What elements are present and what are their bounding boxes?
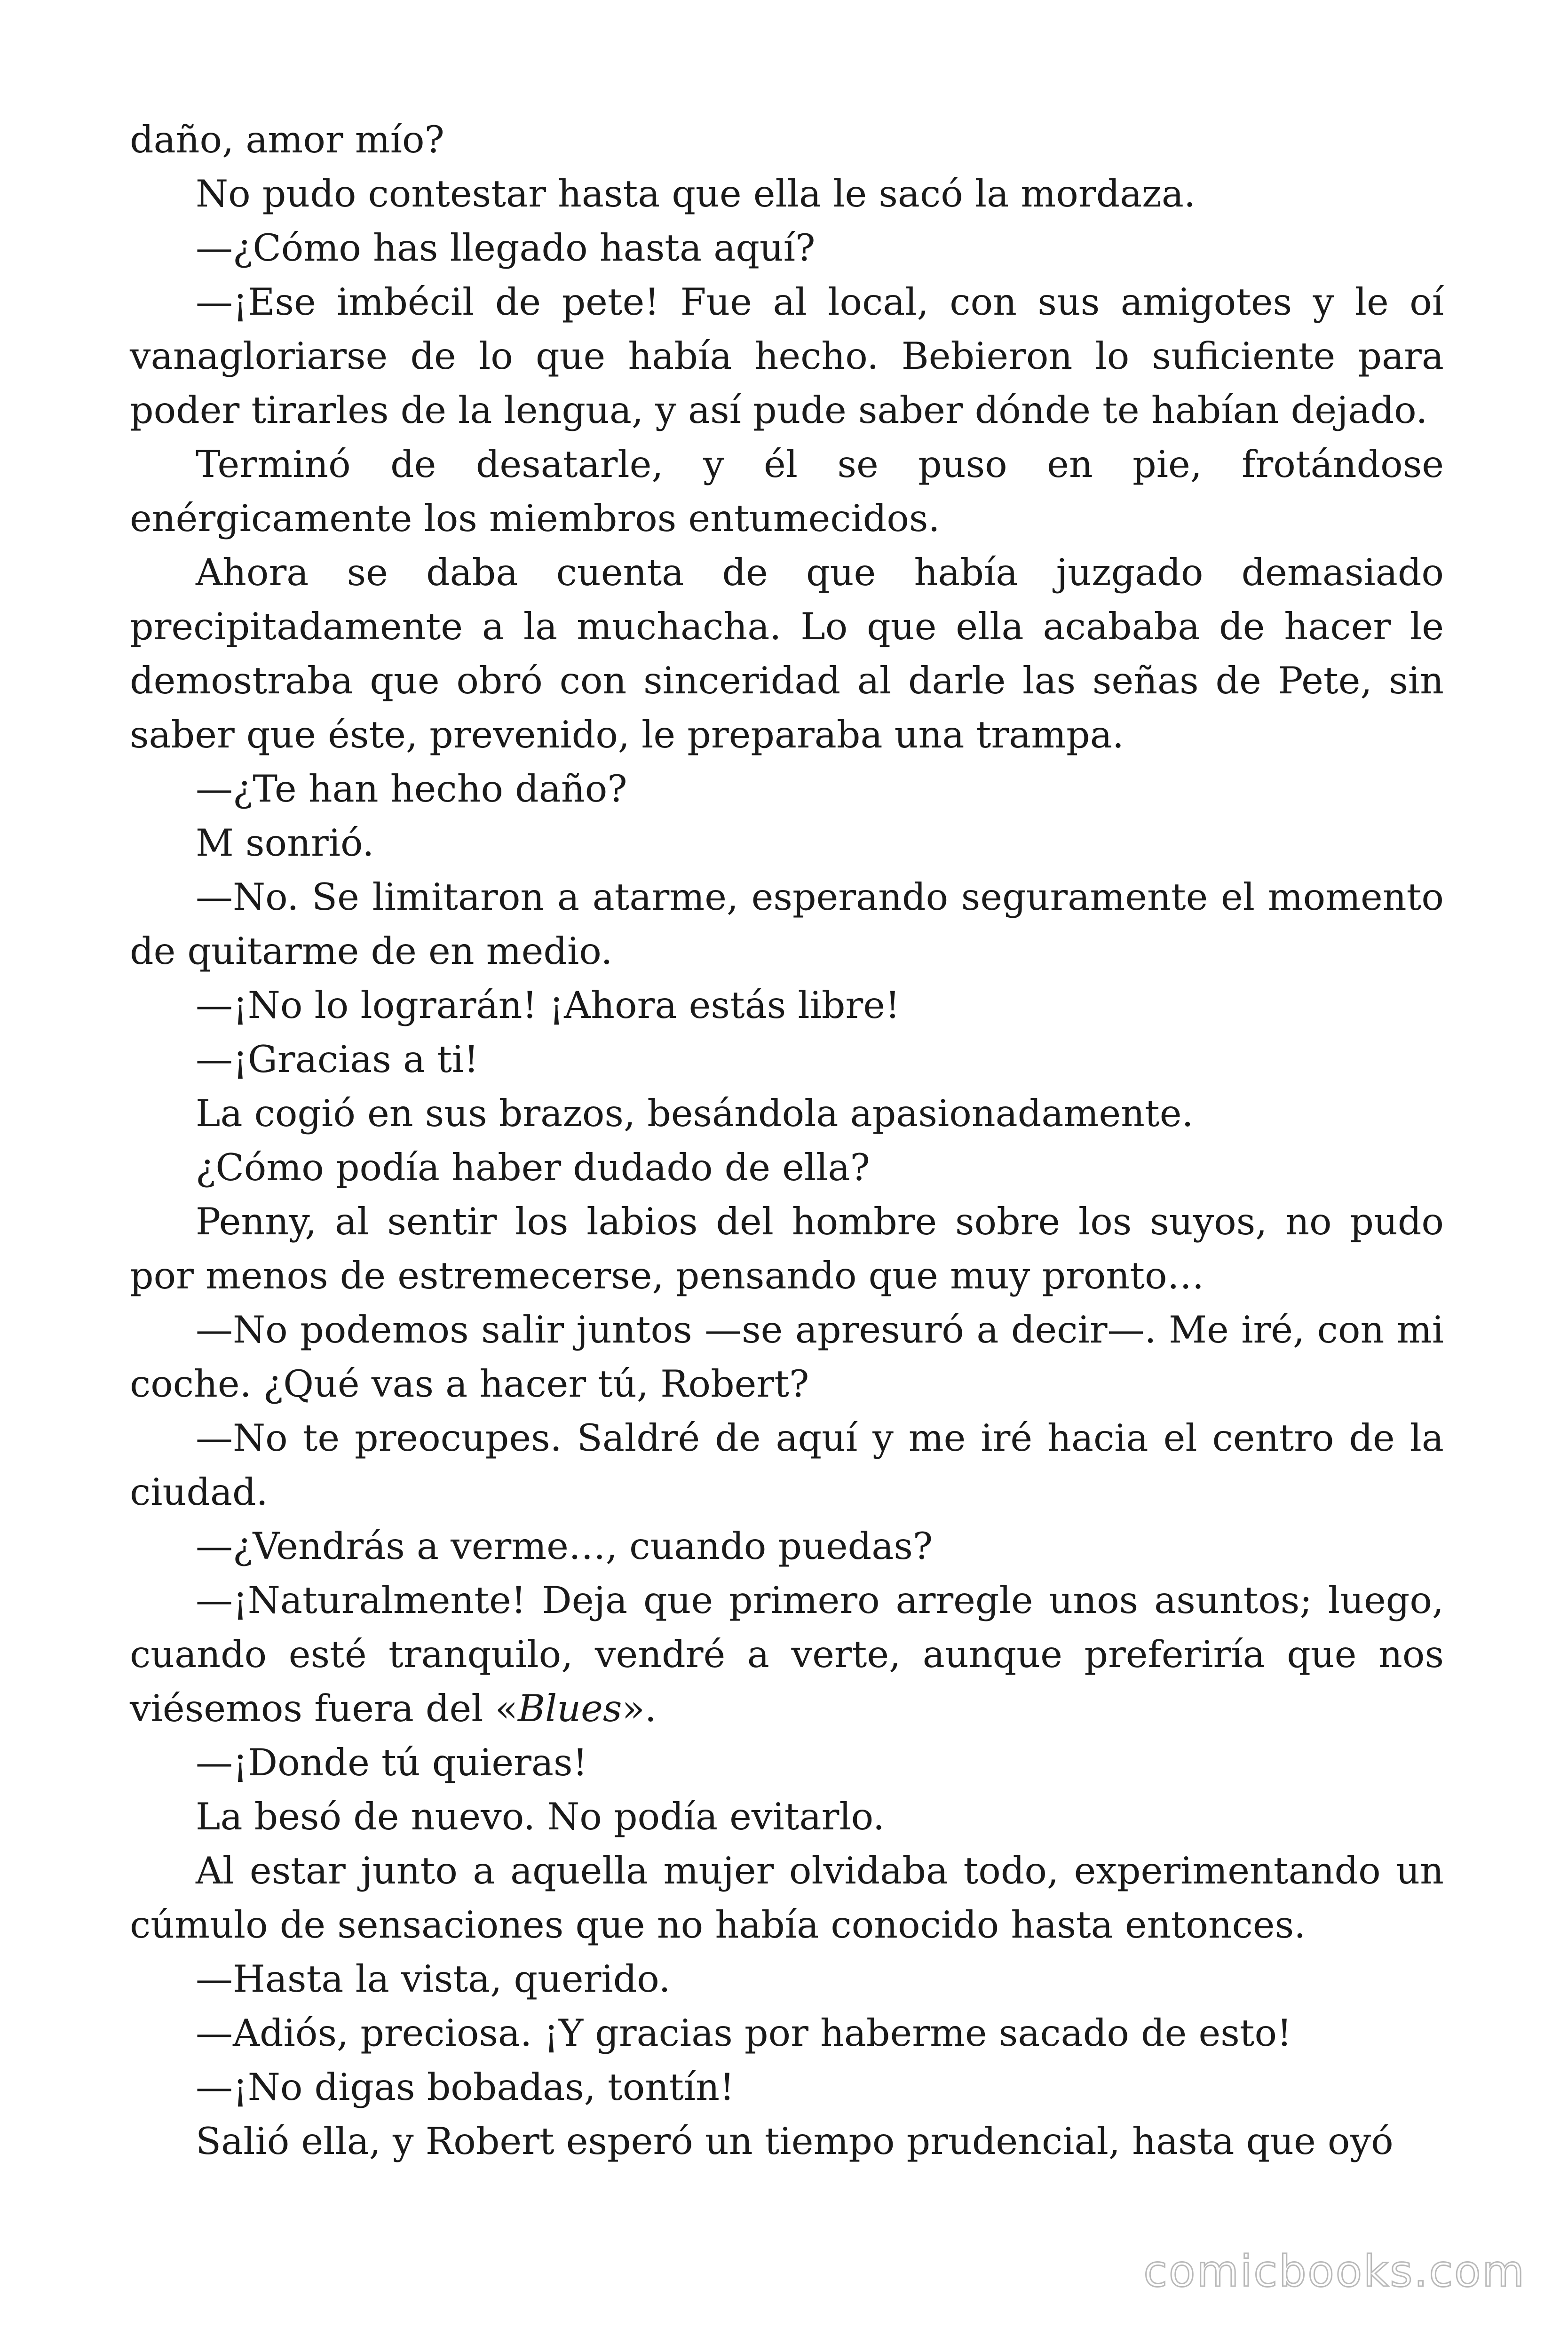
paragraph: —No. Se limitaron a atarme, esperando seguramente el momento de quitarme de en medio.	[130, 875, 1444, 973]
paragraph: —Hasta la vista, querido.	[196, 1957, 671, 2001]
paragraph: —¡Ese imbécil de pete! Fue al local, con sus amigotes y le oí vanagloriarse de lo que había hecho. Bebieron lo suficiente para poder tirarles de la lengua, y así pude saber dónde te habían dejado.	[130, 280, 1444, 432]
paragraph: No pudo contestar hasta que ella le sacó la mordaza.	[196, 172, 1196, 215]
paragraph: —¿Te han hecho daño?	[196, 767, 627, 810]
watermark-text: comicbooks.com	[1143, 2246, 1526, 2296]
paragraph: —¿Cómo has llegado hasta aquí?	[196, 226, 816, 270]
paragraph: Salió ella, y Robert esperó un tiempo prudencial, hasta que oyó	[196, 2120, 1394, 2163]
paragraph: —¡Donde tú quieras!	[196, 1741, 588, 1784]
paragraph: M sonrió.	[196, 821, 374, 865]
paragraph: ¿Cómo podía haber dudado de ella?	[196, 1146, 870, 1189]
paragraph: —No podemos salir juntos —se apresuró a decir—. Me iré, con mi coche. ¿Qué vas a hacer tú, Robert?	[130, 1308, 1444, 1406]
paragraph: La cogió en sus brazos, besándola apasionadamente.	[196, 1092, 1194, 1135]
paragraph: —¡Gracias a ti!	[196, 1038, 479, 1081]
body-text	[130, 113, 1444, 2169]
paragraph: —Adiós, preciosa. ¡Y gracias por haberme sacado de esto!	[196, 2011, 1292, 2055]
paragraph: —No te preocupes. Saldré de aquí y me iré hacia el centro de la ciudad.	[130, 1416, 1444, 1514]
paragraph: daño, amor mío?	[130, 118, 444, 161]
paragraph: Al estar junto a aquella mujer olvidaba todo, experimentando un cúmulo de sensaciones que no había conocido hasta entonces.	[130, 1849, 1444, 1947]
paragraph: Penny, al sentir los labios del hombre sobre los suyos, no pudo por menos de estremecerse, pensando que muy pronto…	[130, 1200, 1444, 1297]
paragraph: —¿Vendrás a verme…, cuando puedas?	[196, 1525, 933, 1568]
paragraph: Ahora se daba cuenta de que había juzgado demasiado precipitadamente a la muchacha. Lo que ella acababa de hacer le demostraba que obró con sinceridad al darle las señas de Pete, sin saber que éste, prevenido, le preparaba una trampa.	[130, 551, 1444, 756]
paragraph: —¡No digas bobadas, tontín!	[196, 2066, 735, 2109]
paragraph: —¡No lo lograrán! ¡Ahora estás libre!	[196, 984, 900, 1027]
paragraph: —¡Naturalmente! Deja que primero arregle unos asuntos; luego, cuando esté tranquilo, vendré a verte, aunque preferiría que nos viésemos fuera del «Blues».	[130, 1579, 1444, 1730]
paragraph: Terminó de desatarle, y él se puso en pie, frotándose enérgicamente los miembros entumecidos.	[130, 443, 1444, 540]
paragraph: La besó de nuevo. No podía evitarlo.	[196, 1795, 885, 1838]
